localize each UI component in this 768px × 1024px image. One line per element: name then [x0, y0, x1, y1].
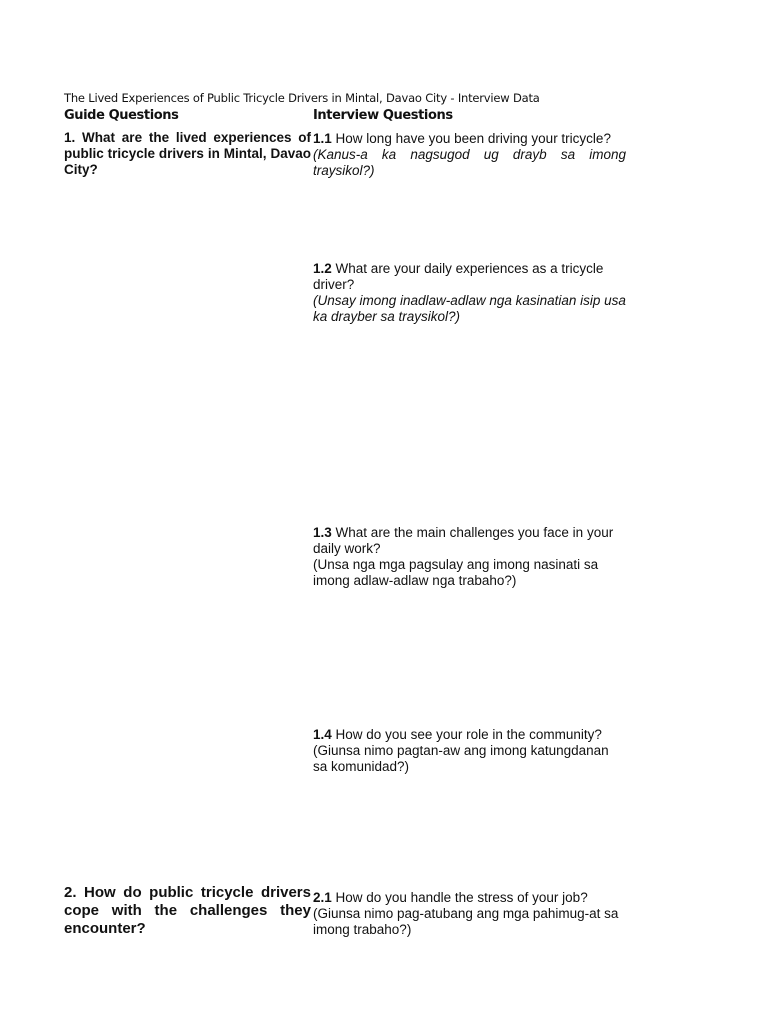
- question-text: What are the main challenges you face in your daily work?: [313, 525, 614, 556]
- interview-question-1-4: [313, 727, 626, 775]
- interview-question-2-1: [313, 890, 626, 938]
- question-number: 1.2: [313, 261, 332, 276]
- question-text: What are your daily experiences as a tricycle driver?: [313, 261, 604, 292]
- question-translation: (Giunsa nimo pagtan-aw ang imong katungdanan sa komunidad?): [313, 743, 609, 774]
- question-translation: (Kanus-a ka nagsugod ug drayb sa imong traysikol?): [313, 147, 626, 178]
- guide-question-2: 2. How do public tricycle drivers cope with the challenges they encounter?: [64, 884, 311, 937]
- guide-question-1: 1. What are the lived experiences of public tricycle drivers in Mintal, Davao City?: [64, 130, 311, 177]
- question-text: How long have you been driving your tricycle?: [335, 131, 611, 146]
- question-translation: (Unsa nga mga pagsulay ang imong nasinati sa imong adlaw-adlaw nga trabaho?): [313, 557, 599, 588]
- question-number: 2.1: [313, 890, 332, 905]
- question-translation: (Giunsa nimo pag-atubang ang mga pahimug-at sa imong trabaho?): [313, 906, 619, 937]
- question-translation: (Unsay imong inadlaw-adlaw nga kasinatian isip usa ka drayber sa traysikol?): [313, 293, 626, 324]
- interview-question-1-3: [313, 525, 626, 589]
- document-title: The Lived Experiences of Public Tricycle Drivers in Mintal, Davao City - Interview Data: [64, 91, 540, 105]
- question-number: 1.1: [313, 131, 332, 146]
- question-text: How do you handle the stress of your job?: [335, 890, 588, 905]
- interview-question-1-1: [313, 131, 626, 179]
- interview-question-1-2: [313, 261, 626, 325]
- question-number: 1.3: [313, 525, 332, 540]
- question-text: How do you see your role in the community?: [335, 727, 602, 742]
- interview-questions-header: Interview Questions: [313, 108, 453, 123]
- question-number: 1.4: [313, 727, 332, 742]
- guide-questions-header: Guide Questions: [64, 108, 179, 123]
